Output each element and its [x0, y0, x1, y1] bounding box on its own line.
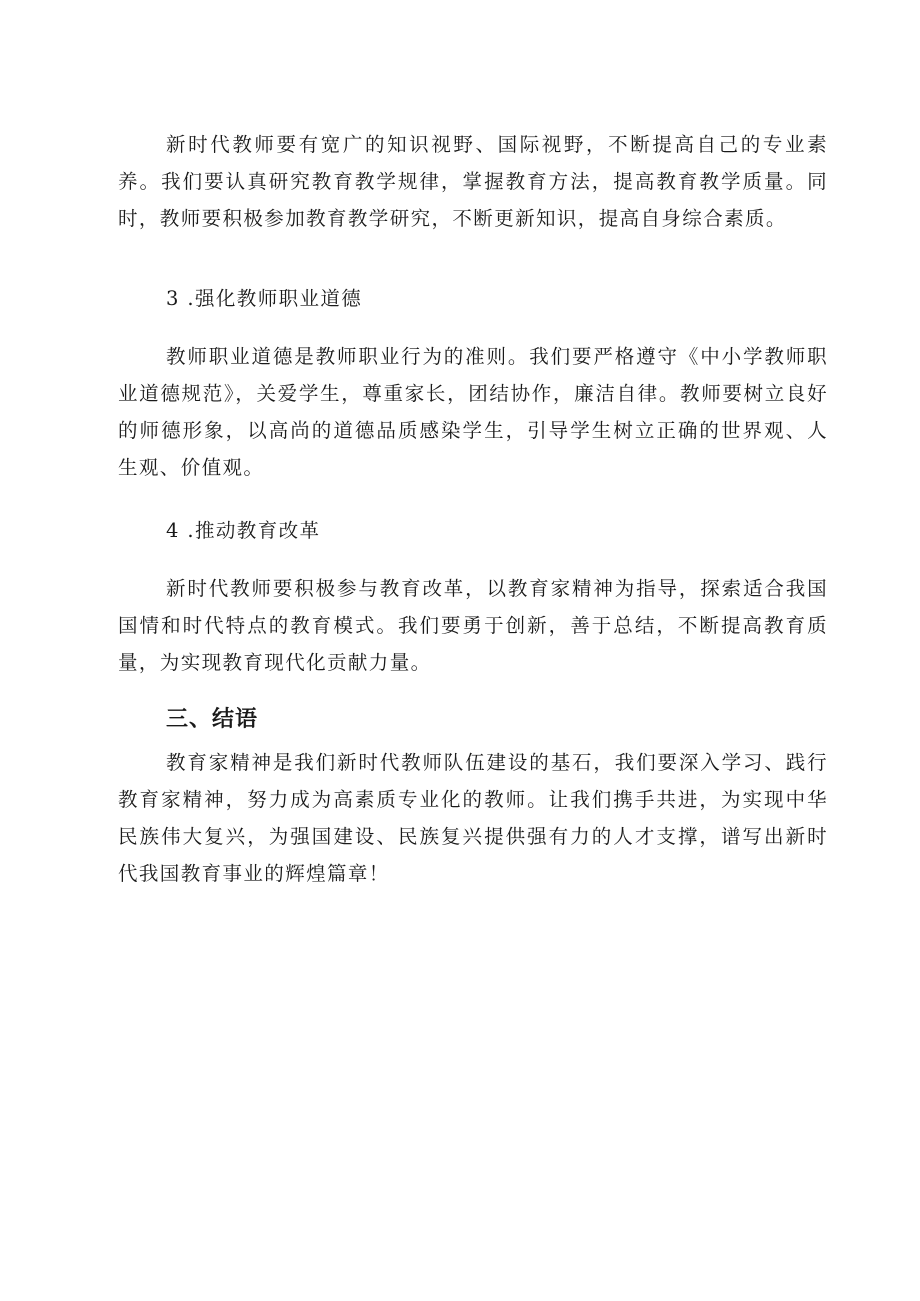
section-title-conclusion: 三、结语 [166, 707, 259, 732]
subheading-reform: 4 .推动教育改革 [166, 519, 321, 542]
subheading-ethics: 3 .强化教师职业道德 [166, 287, 363, 310]
paragraph-reform: 新时代教师要积极参与教育改革，以教育家精神为指导，探索适合我国国情和时代特点的教育模式。我们要勇于创新，善于总结，不断提高教育质量，为实现教育现代化贡献力量。 [118, 577, 828, 674]
paragraph-ethics: 教师职业道德是教师职业行为的准则。我们要严格遵守《中小学教师职业道德规范》，关爱学生，尊重家长，团结协作，廉洁自律。教师要树立良好的师德形象，以高尚的道德品质感染学生，引导学生树立正确的世界观、人生观、价值观。 [118, 345, 828, 479]
paragraph-knowledge: 新时代教师要有宽广的知识视野、国际视野，不断提高自己的专业素养。我们要认真研究教育教学规律，掌握教育方法，提高教育教学质量。同时，教师要积极参加教育教学研究，不断更新知识，提高自身综合素质。 [118, 133, 828, 230]
paragraph-conclusion: 教育家精神是我们新时代教师队伍建设的基石，我们要深入学习、践行教育家精神，努力成为高素质专业化的教师。让我们携手共进，为实现中华民族伟大复兴，为强国建设、民族复兴提供强有力的人才支撑，谱写出新时代我国教育事业的辉煌篇章！ [118, 751, 828, 885]
